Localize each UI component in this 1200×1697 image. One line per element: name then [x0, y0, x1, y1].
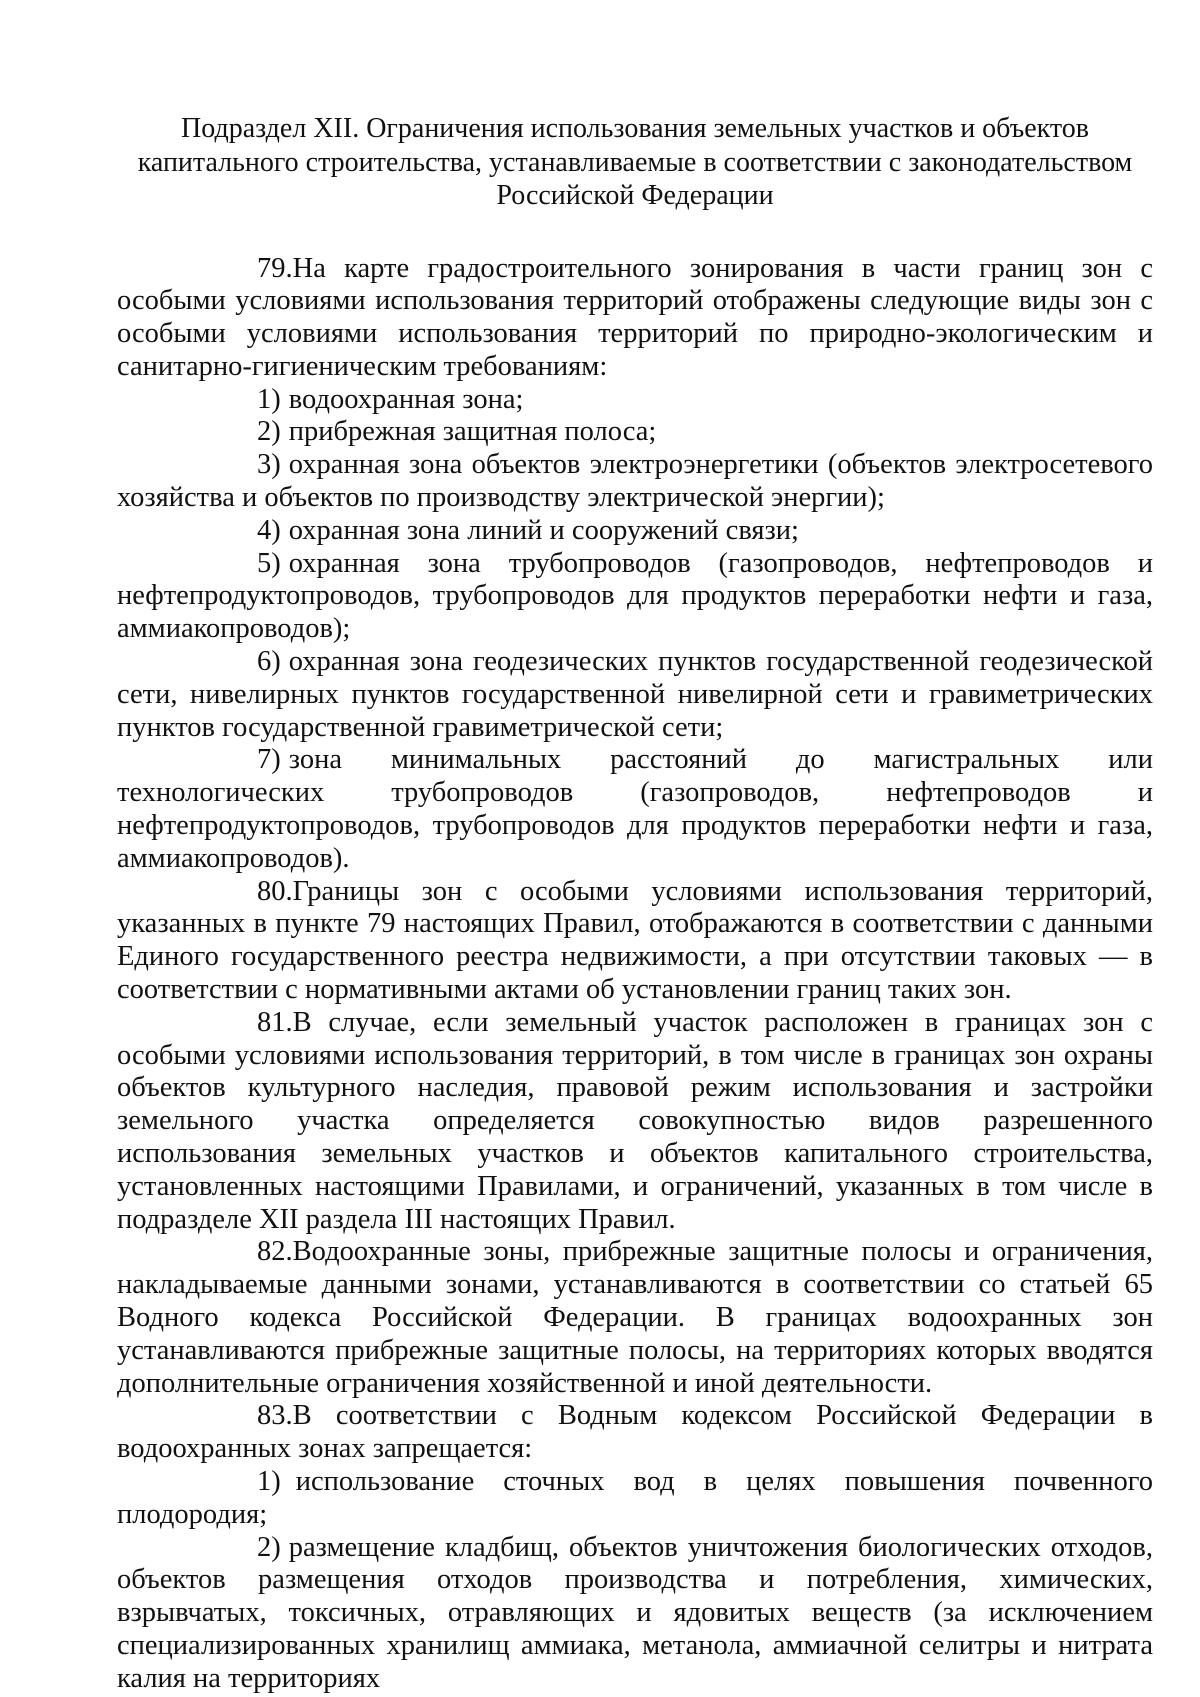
- paragraph-79: [117, 253, 1153, 384]
- list-item: [117, 416, 1153, 449]
- paragraph-text: В случае, если земельный участок расположен в границах зон с особыми условиями использования территорий, в том числе в границах зон охраны объектов культурного наследия, правовой режим использования и застройки земельного участка определяется совокупностью видов разрешенного использования земельных участков и объектов капитального строительства, установленных настоящими Правилами, и ограничений, указанных в том числе в подразделе XII раздела III настоящих Правил.: [117, 1006, 1153, 1235]
- paragraph-text: Водоохранные зоны, прибрежные защитные полосы и ограничения, накладываемые данными зонами, устанавливаются в соответствии со статьей 65 Водного кодекса Российской Федерации. В границах водоохранных зон устанавливаются прибрежные защитные полосы, на территориях которых вводятся дополнительные ограничения хозяйственной и иной деятельности.: [117, 1236, 1153, 1399]
- paragraph-number: 79.: [257, 252, 293, 284]
- list-item-text: использование сточных вод в целях повышения почвенного плодородия;: [117, 1465, 1153, 1530]
- paragraph-number: 80.: [257, 875, 293, 907]
- paragraph-83: [117, 1400, 1153, 1466]
- list-marker: 2): [257, 416, 281, 448]
- paragraph-80: [117, 876, 1153, 1007]
- paragraph-text: На карте градостроительного зонирования в части границ зон с особыми условиями использования территорий отображены следующие виды зон с особыми условиями использования территорий по природно-экологическим и санитарно-гигиеническим требованиям:: [117, 252, 1153, 382]
- list-item-text: охранная зона линий и сооружений связи;: [288, 514, 799, 546]
- list-item-text: зона минимальных расстояний до магистральных или технологических трубопроводов (газопроводов, нефтепроводов и нефтепродуктопроводов, трубопроводов для продуктов переработки нефти и газа, аммиакопроводов).: [117, 744, 1153, 874]
- list-marker: 1): [257, 1465, 281, 1497]
- paragraph-text: Границы зон с особыми условиями использования территорий, указанных в пункте 79 настоящих Правил, отображаются в соответствии с данными Единого государственного реестра недвижимости, а при отсутствии таковых — в соответствии с нормативными актами об установлении границ таких зон.: [117, 875, 1153, 1006]
- list-item: [117, 548, 1153, 646]
- heading-line: Российской Федерации: [496, 180, 774, 211]
- list-item-text: водоохранная зона;: [288, 383, 524, 415]
- list-item: [117, 1466, 1153, 1532]
- list-item-text: охранная зона трубопроводов (газопроводов, нефтепроводов и нефтепродуктопроводов, трубопроводов для продуктов переработки нефти и газа, аммиакопроводов);: [117, 547, 1153, 645]
- list-marker: 4): [257, 514, 281, 546]
- list-item-text: прибрежная защитная полоса;: [288, 416, 657, 448]
- paragraph-number: 83.: [257, 1400, 293, 1432]
- list-item: [117, 384, 1153, 417]
- list-item: [117, 646, 1153, 744]
- list-marker: 5): [257, 547, 281, 579]
- list-item-text: охранная зона геодезических пунктов государственной геодезической сети, нивелирных пунктов государственной нивелирной сети и гравиметрических пунктов государственной гравиметрической сети;: [117, 646, 1153, 743]
- list-item: [117, 1532, 1153, 1696]
- paragraph-number: 81.: [257, 1006, 293, 1038]
- list-marker: 3): [257, 449, 281, 481]
- document-body: [117, 112, 1153, 1696]
- list-marker: 1): [257, 383, 281, 415]
- list-marker: 2): [257, 1531, 281, 1563]
- list-item: [117, 515, 1153, 548]
- list-item-text: размещение кладбищ, объектов уничтожения биологических отходов, объектов размещения отходов производства и потребления, химических, взрывчатых, токсичных, отравляющих и ядовитых веществ (за исключением специализированных хранилищ аммиака, метанола, аммиачной селитры и нитрата калия на территориях: [117, 1531, 1153, 1694]
- paragraph-81: [117, 1007, 1153, 1237]
- paragraph-82: [117, 1236, 1153, 1400]
- heading-line: капитального строительства, устанавливаемые в соответствии с законодательством: [137, 146, 1133, 178]
- list-item: [117, 744, 1153, 875]
- list-marker: 6): [257, 646, 281, 678]
- paragraph-number: 82.: [257, 1236, 293, 1268]
- section-heading: [117, 112, 1153, 213]
- list-item-text: охранная зона объектов электроэнергетики (объектов электросетевого хозяйства и объектов по производству электрической энергии);: [117, 449, 1153, 514]
- list-marker: 7): [257, 744, 281, 776]
- list-item: [117, 449, 1153, 515]
- heading-line: Подраздел XII. Ограничения использования земельных участков и объектов: [181, 113, 1089, 144]
- paragraph-text: В соответствии с Водным кодексом Российской Федерации в водоохранных зонах запрещается:: [117, 1400, 1153, 1465]
